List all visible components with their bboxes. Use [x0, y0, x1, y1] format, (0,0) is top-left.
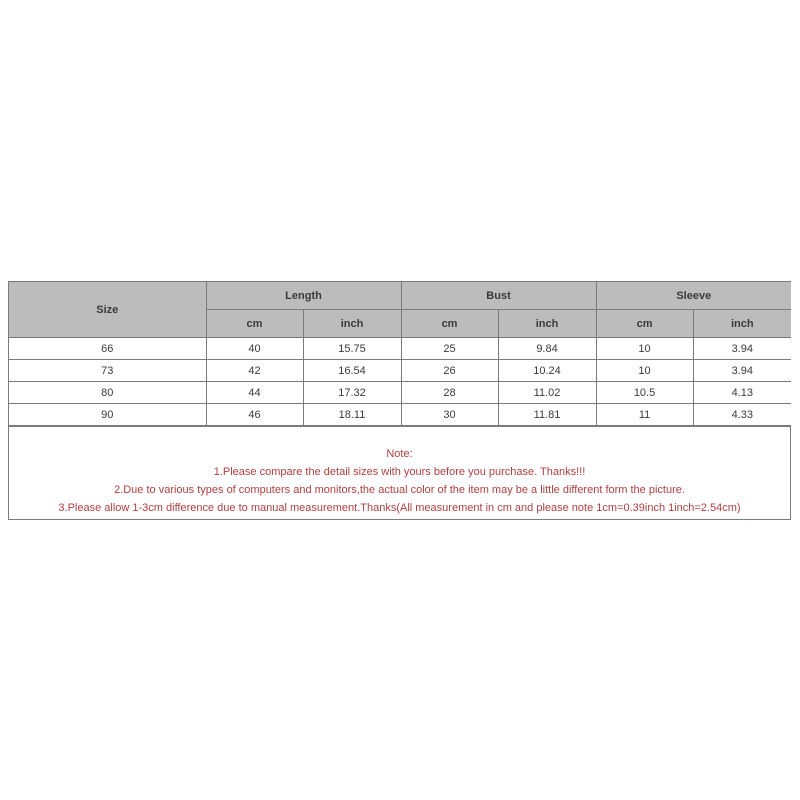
bust-inch-cell: 10.24 — [498, 360, 596, 382]
length-inch-cell: 17.32 — [303, 382, 401, 404]
bust-header: Bust — [401, 282, 596, 310]
length-cm-cell: 46 — [206, 404, 303, 426]
sleeve-cm-cell: 10 — [596, 338, 693, 360]
sleeve-inch-cell: 4.33 — [693, 404, 791, 426]
bust-inch-cell: 11.02 — [498, 382, 596, 404]
size-chart — [8, 281, 791, 520]
sleeve-header: Sleeve — [596, 282, 791, 310]
header-row-groups — [9, 282, 791, 310]
note-line: 2.Due to various types of computers and monitors,the actual color of the item may be a little different form the picture. — [114, 484, 685, 496]
bust-inch-header: inch — [498, 310, 596, 338]
sleeve-inch-cell: 3.94 — [693, 338, 791, 360]
length-inch-header: inch — [303, 310, 401, 338]
bust-cm-cell: 28 — [401, 382, 498, 404]
length-header: Length — [206, 282, 401, 310]
size-cell: 66 — [9, 338, 206, 360]
bust-cm-cell: 26 — [401, 360, 498, 382]
length-cm-header: cm — [206, 310, 303, 338]
sleeve-cm-cell: 11 — [596, 404, 693, 426]
sleeve-cm-cell: 10.5 — [596, 382, 693, 404]
length-inch-cell: 16.54 — [303, 360, 401, 382]
note-line: 3.Please allow 1-3cm difference due to manual measurement.Thanks(All measurement in cm and please note 1cm=0.39inch 1inch=2.54cm) — [58, 502, 741, 514]
length-cm-cell: 40 — [206, 338, 303, 360]
size-cell: 73 — [9, 360, 206, 382]
length-inch-cell: 15.75 — [303, 338, 401, 360]
table-row — [9, 338, 791, 360]
length-inch-cell: 18.11 — [303, 404, 401, 426]
note-line: 1.Please compare the detail sizes with yours before you purchase. Thanks!!! — [213, 466, 586, 478]
table-row — [9, 404, 791, 426]
length-cm-cell: 44 — [206, 382, 303, 404]
sleeve-inch-cell: 3.94 — [693, 360, 791, 382]
bust-cm-cell: 25 — [401, 338, 498, 360]
sleeve-inch-cell: 4.13 — [693, 382, 791, 404]
size-header: Size — [9, 282, 206, 338]
table-row — [9, 382, 791, 404]
size-cell: 80 — [9, 382, 206, 404]
bust-inch-cell: 11.81 — [498, 404, 596, 426]
bust-cm-cell: 30 — [401, 404, 498, 426]
size-cell: 90 — [9, 404, 206, 426]
notes-section — [9, 426, 790, 519]
bust-cm-header: cm — [401, 310, 498, 338]
sleeve-cm-cell: 10 — [596, 360, 693, 382]
sleeve-inch-header: inch — [693, 310, 791, 338]
sleeve-cm-header: cm — [596, 310, 693, 338]
table-row — [9, 360, 791, 382]
length-cm-cell: 42 — [206, 360, 303, 382]
note-title: Note: — [386, 448, 413, 460]
bust-inch-cell: 9.84 — [498, 338, 596, 360]
size-table — [9, 282, 791, 426]
